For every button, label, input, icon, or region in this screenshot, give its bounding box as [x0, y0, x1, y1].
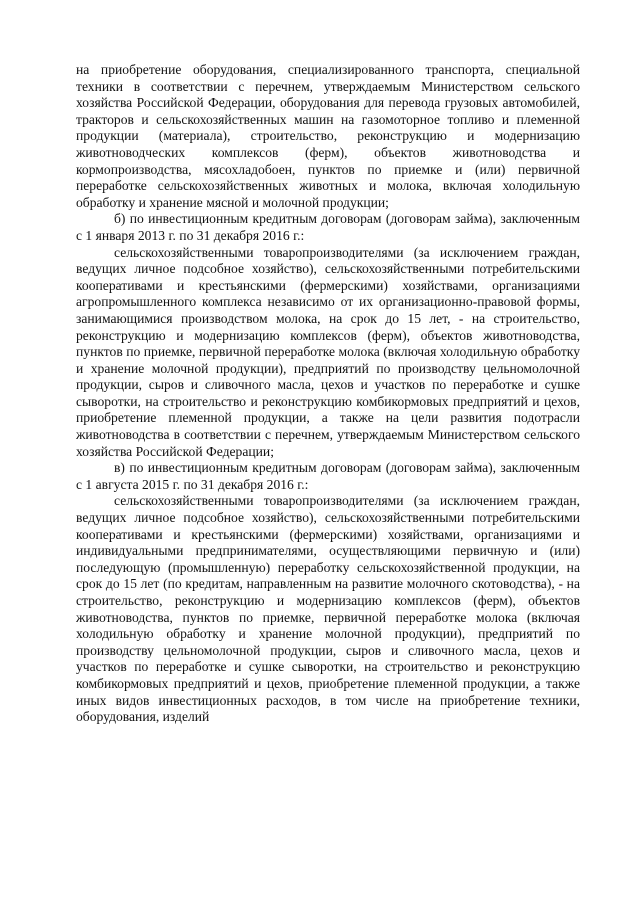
paragraph-3: сельскохозяйственными товаропроизводителями (за исключением граждан, ведущих личное подсобное хозяйство), сельскохозяйственными потребительскими кооперативами и крестьянскими (фермерскими) хозяйствами, организациями агропромышленного комплекса независимо от их организационно-правовой формы, занимающимися производством молока, на срок до 15 лет, - на строительство, реконструкцию и модернизацию комплексов (ферм), объектов животноводства, пунктов по приемке, первичной переработке молока (включая холодильную обработку и хранение молочной продукции), предприятий по производству цельномолочной продукции, сыров и сливочного масла, цехов и участков по переработке и сушке сыворотки, на строительство и реконструкцию комбикормовых предприятий и цехов, приобретение племенной продукции, а также на цели развития подотрасли животноводства в соответствии с перечнем, утверждаемым Министерством сельского хозяйства Российской Федерации; — [76, 244, 580, 459]
paragraph-1: на приобретение оборудования, специализированного транспорта, специальной техники в соответствии с перечнем, утверждаемым Министерством сельского хозяйства Российской Федерации, оборудования для перевода грузовых автомобилей, тракторов и сельскохозяйственных машин на газомоторное топливо и племенной продукции (материала), строительство, реконструкцию и модернизацию животноводческих комплексов (ферм), объектов животноводства и кормопроизводства, мясохладобоен, пунктов по приемке и (или) первичной переработке сельскохозяйственных животных и молока, включая холодильную обработку и хранение мясной и молочной продукции; — [76, 62, 580, 210]
paragraph-2: б) по инвестиционным кредитным договорам (договорам займа), заключенным с 1 января 2013 г. по 31 декабря 2016 г.: — [76, 211, 580, 243]
document-page — [76, 62, 580, 726]
paragraph-4: в) по инвестиционным кредитным договорам (договорам займа), заключенным с 1 августа 2015 г. по 31 декабря 2016 г.: — [76, 460, 580, 492]
paragraph-5: сельскохозяйственными товаропроизводителями (за исключением граждан, ведущих личное подсобное хозяйство), сельскохозяйственными потребительскими кооперативами и крестьянскими (фермерскими) хозяйствами, организациями и индивидуальными предпринимателями, осуществляющими первичную и (или) последующую (промышленную) переработку сельскохозяйственной продукции, на срок до 15 лет (по кредитам, направленным на развитие молочного скотоводства), - на строительство, реконструкцию и модернизацию комплексов (ферм), объектов животноводства, пунктов по приемке, первичной переработке молока (включая холодильную обработку и хранение молочной продукции), предприятий по производству цельномолочной продукции, сыров и сливочного масла, цехов и участков по переработке и сушке сыворотки, на строительство и реконструкцию комбикормовых предприятий и цехов, приобретение племенной продукции, а также иных видов инвестиционных расходов, в том числе на приобретение техники, оборудования, изделий — [76, 493, 580, 725]
